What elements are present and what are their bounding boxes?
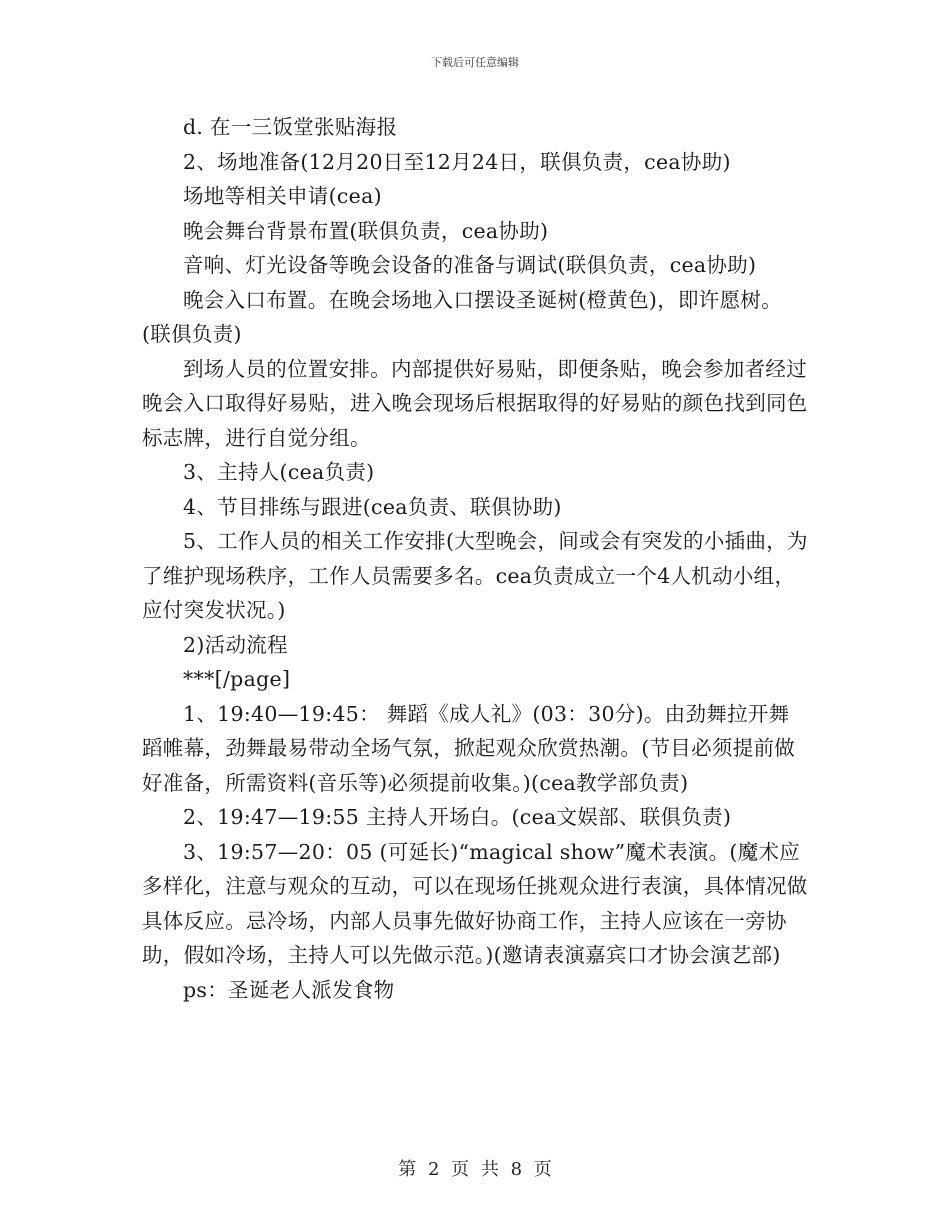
- paragraph-venue-application: 场地等相关申请(cea): [183, 184, 382, 208]
- paragraph-rehearsal: 4、节目排练与跟进(cea负责、联俱协助): [183, 494, 562, 519]
- paragraph-audio-lighting: 音响、灯光设备等晚会设备的准备与调试(联俱负责，cea协助): [183, 253, 757, 277]
- paragraph-entrance-layout: 晚会入口布置。在晚会场地入口摆设圣诞树(橙黄色)，即许愿树。(联俱负责): [142, 287, 782, 346]
- paragraph-seating: 到场人员的位置安排。内部提供好易贴，即便条贴，晚会参加者经过晚会入口取得好易贴，进入晚会现场后根据取得的好易贴的颜色找到同色标志牌，进行自觉分组。: [142, 356, 808, 450]
- paragraph-venue-prep: 2、场地准备(12月20日至12月24日，联俱负责，cea协助): [183, 149, 731, 174]
- paragraph-stage-background: 晚会舞台背景布置(联俱负责，cea协助): [183, 218, 549, 243]
- paragraph-event-flow-heading: 2)活动流程: [183, 632, 288, 657]
- paragraph-poster: d. 在一三饭堂张贴海报: [183, 115, 398, 139]
- page-footer: 第 2 页 共 8 页: [398, 1159, 552, 1180]
- page-header: 下载后可任意编辑: [431, 56, 519, 69]
- document-body: [142, 110, 810, 1007]
- paragraph-magic-show: 3、19:57—20：05 (可延长)“magical show”魔术表演。(魔术应多样化，注意与观众的互动，可以在现场任挑观众进行表演，具体情况做具体反应。忌冷场，内部人员事先做好协商工作，主持人应该在一旁协助，假如冷场，主持人可以先做示范。)(邀请表演嘉宾口才协会演艺部): [142, 839, 808, 967]
- paragraph-page-marker: ***[/page]: [183, 667, 291, 691]
- paragraph-staff: 5、工作人员的相关工作安排(大型晚会，间或会有突发的小插曲，为了维护现场秩序，工作人员需要多名。cea负责成立一个4人机动小组，应付突发状况。): [142, 529, 808, 622]
- paragraph-host: 3、主持人(cea负责): [183, 460, 375, 484]
- paragraph-ps: ps：圣诞老人派发食物: [183, 977, 395, 1002]
- paragraph-opening: 2、19:47—19:55 主持人开场白。(cea文娱部、联俱负责): [183, 805, 732, 829]
- paragraph-dance: 1、19:40—19:45： 舞蹈《成人礼》(03：30分)。由劲舞拉开舞蹈帷幕，劲舞最易带动全场气氛，掀起观众欣赏热潮。(节目必须提前做好准备，所需资料(音乐等)必须提前收集。)(cea教学部负责): [142, 701, 796, 795]
